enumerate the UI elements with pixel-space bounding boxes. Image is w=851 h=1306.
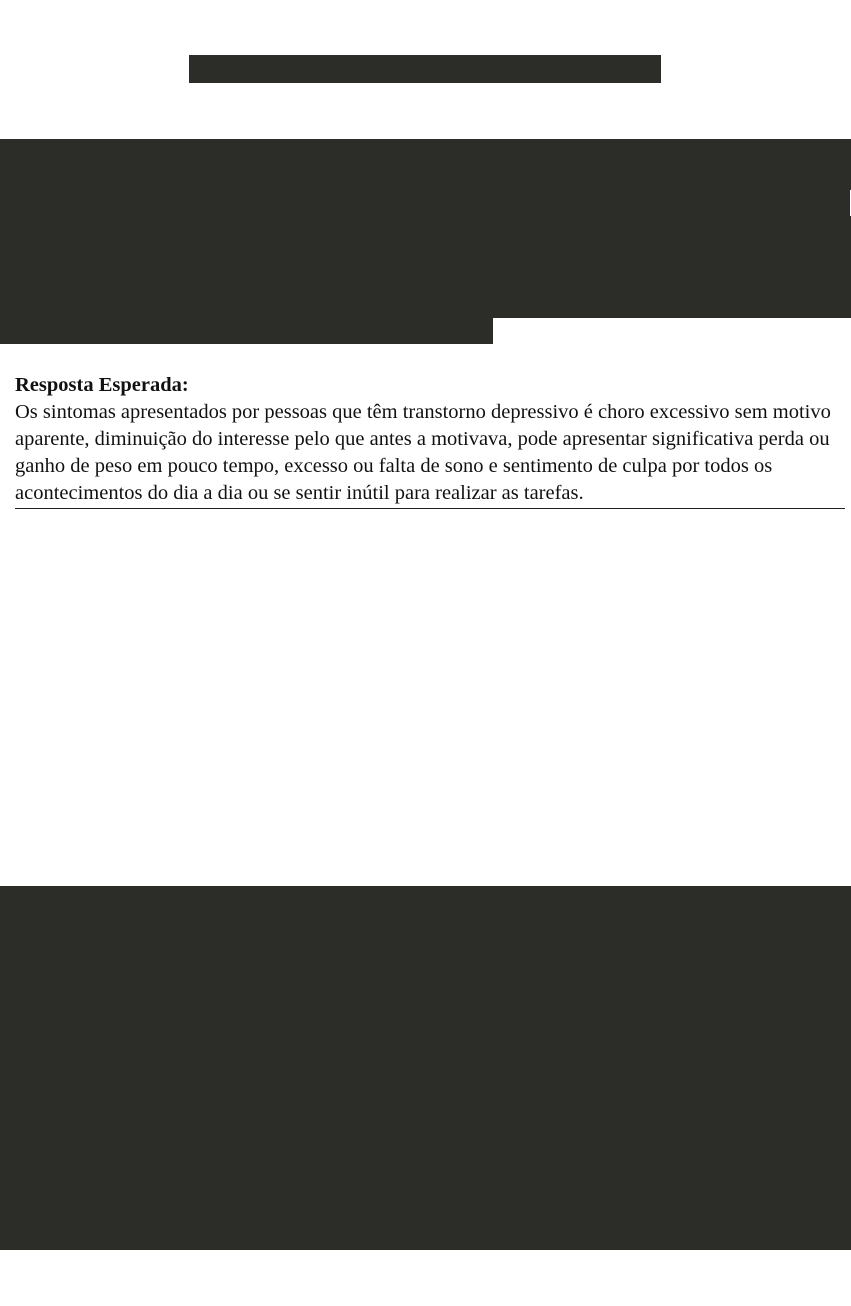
expected-answer-section	[15, 372, 845, 509]
redacted-question-block	[0, 139, 851, 318]
expected-answer-text: Os sintomas apresentados por pessoas que têm transtorno depressivo é choro excessivo sem motivo aparente, diminuição do interesse pelo que antes a motivava, pode apresentar significativa perda ou ganho de peso em pouco tempo, excesso ou falta de sono e sentimento de culpa por todos os acontecimentos do dia a dia ou se sentir inútil para realizar as tarefas.	[15, 399, 845, 509]
redacted-lower-block	[0, 886, 851, 1250]
expected-answer-heading: Resposta Esperada:	[15, 374, 189, 396]
redacted-question-tail	[0, 318, 493, 344]
redacted-title-block	[189, 55, 661, 83]
